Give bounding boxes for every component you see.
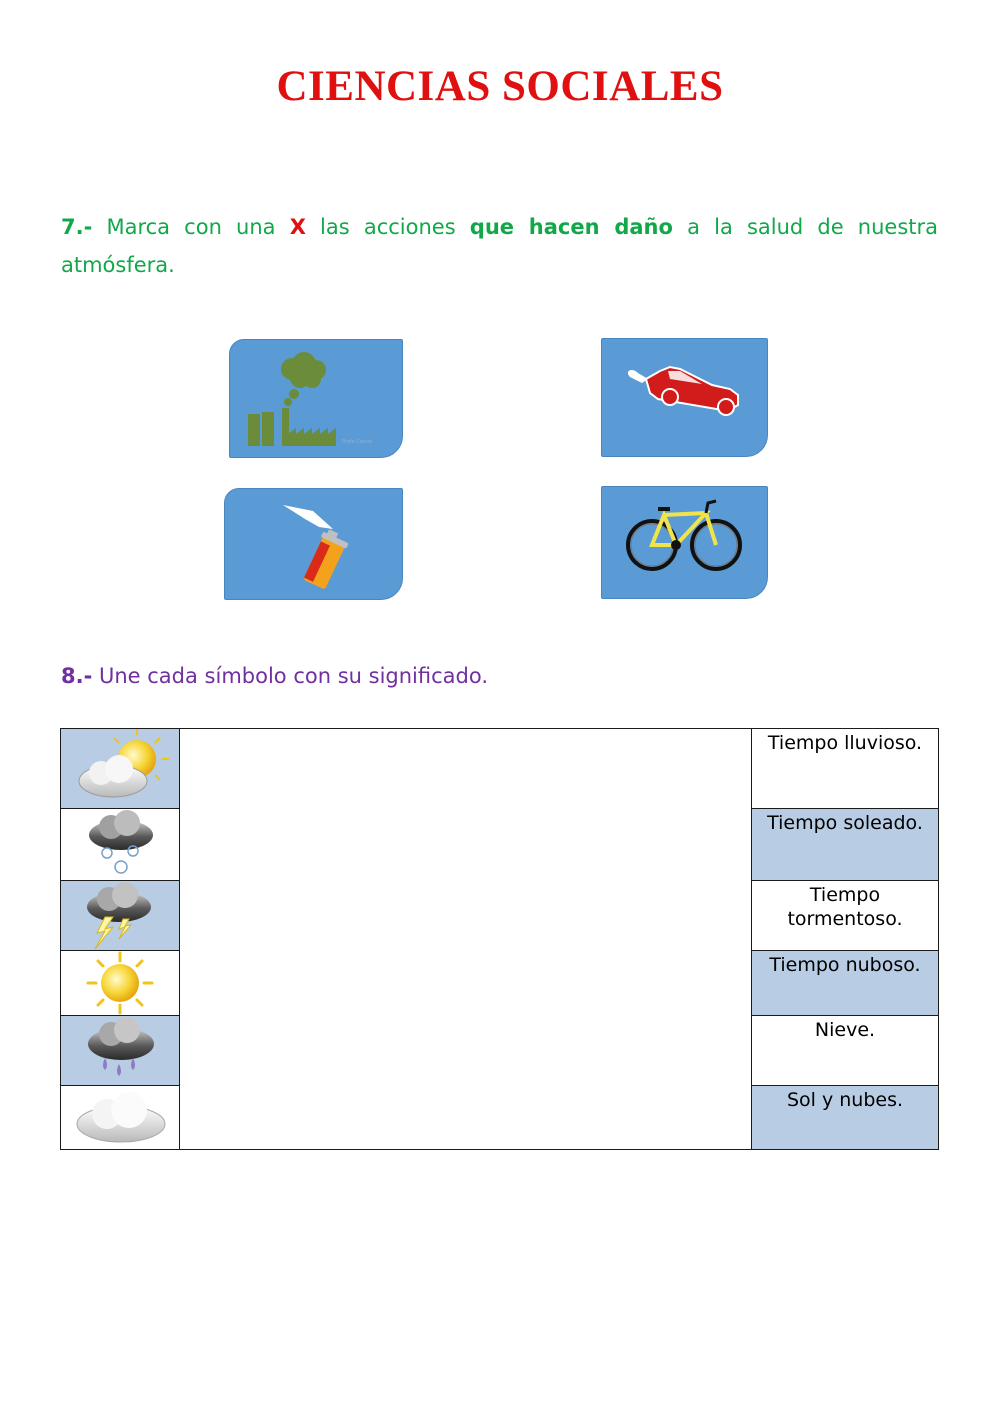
car-exhaust-icon <box>602 339 767 456</box>
bicycle-card[interactable] <box>601 486 768 599</box>
meaning-cell[interactable]: Tiempo nuboso. <box>752 951 939 1016</box>
meaning-cell[interactable]: Sol y nubes. <box>752 1086 939 1150</box>
question-7-text-c: a la salud de nuestra atmósfera. <box>61 215 939 277</box>
sun-icon <box>61 951 179 1015</box>
question-8-number: 8.- <box>61 664 93 688</box>
question-7-text-a: Marca con una <box>92 215 290 239</box>
question-8 <box>61 664 488 688</box>
question-8-text: Une cada símbolo con su significado. <box>92 664 489 688</box>
sun-and-cloud-icon <box>61 729 179 808</box>
question-7 <box>61 208 938 284</box>
meaning-cell[interactable]: Tiempo lluvioso. <box>752 729 939 809</box>
factory-card[interactable] <box>229 339 403 458</box>
question-7-number: 7.- <box>61 215 93 239</box>
symbol-cell[interactable] <box>61 951 180 1016</box>
rain-cloud-icon <box>61 1016 179 1085</box>
snow-cloud-icon <box>61 809 179 880</box>
car-card[interactable] <box>601 338 768 457</box>
meaning-cell[interactable]: Tiempo soleado. <box>752 809 939 881</box>
mark-x: X <box>289 215 306 239</box>
spray-card[interactable] <box>224 488 403 600</box>
meaning-cell[interactable]: Tiempo tormentoso. <box>752 881 939 951</box>
symbol-cell[interactable] <box>61 881 180 951</box>
symbol-cell[interactable] <box>61 729 180 809</box>
question-7-emphasis: que hacen daño <box>469 215 673 239</box>
bicycle-icon <box>602 487 767 598</box>
symbol-cell[interactable] <box>61 1016 180 1086</box>
page-title: CIENCIAS SOCIALES <box>276 63 724 110</box>
meaning-cell[interactable]: Nieve. <box>752 1016 939 1086</box>
symbol-cell[interactable] <box>61 1086 180 1150</box>
symbol-cell[interactable] <box>61 809 180 881</box>
storm-cloud-icon <box>61 881 179 950</box>
spray-can-icon <box>225 489 402 599</box>
matching-table <box>60 728 939 1150</box>
question-7-text-b: las acciones <box>305 215 470 239</box>
matching-space[interactable] <box>180 729 752 1150</box>
cloud-icon <box>61 1086 179 1149</box>
svg-text:Profe Carlos: Profe Carlos <box>342 439 373 445</box>
factory-smoke-icon <box>230 340 402 457</box>
table-row <box>61 729 939 809</box>
